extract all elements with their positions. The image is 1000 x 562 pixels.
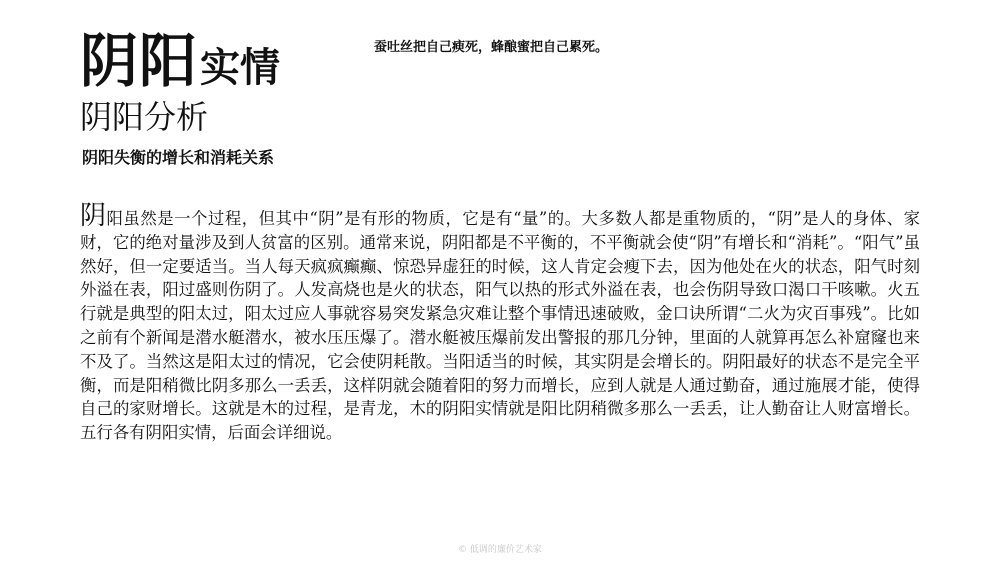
drop-cap: 阴 [80,201,107,231]
page-subtitle: 阴阳分析 [80,98,209,136]
page-title-small: 实情 [200,44,281,91]
body-text: 阳虽然是一个过程，但其中“阴”是有形的物质，它是有“量”的。大多数人都是重物质的，“阴”是人的身体、家财，它的绝对量涉及到人贫富的区别。通常来说，阴阳都是不平衡的，不平衡就会使“阴”有增长和“消耗”。“阳气”虽然好，但一定要适当。当人每天疯疯癫癫、惊恐异虚狂的时候，这人肯定会瘦下去，因为他处在火的状态，阳气时刻外溢在表，阳过盛则伤阴了。人发高烧也是火的状态，阳气以热的形式外溢在表，也会伤阴导致口渴口干咳嗽。火五行就是典型的阳太过，阳太过应人事就容易突发紧急灾难让整个事情迅速破败，金口诀所谓“二火为灾百事残”。比如之前有个新闻是潜水艇潜水，被水压压爆了。潜水艇被压爆前发出警报的那几分钟，里面的人就算再怎么补窟窿也来不及了。当然这是阳太过的情况，它会使阴耗散。当阳适当的时候，其实阴是会增长的。阴阳最好的状态不是完全平衡，而是阳稍微比阴多那么一丢丢，这样阴就会随着阳的努力而增长，应到人就是人通过勤奋，通过施展才能，使得自己的家财增长。这就是木的过程，是青龙，木的阴阳实情就是阳比阴稍微多那么一丢丢，让人勤奋让人财富增长。五行各有阴阳实情，后面会详细说。 [80,209,920,443]
section-tagline: 阴阳失衡的增长和消耗关系 [82,148,275,167]
page-title [80,27,281,95]
header-quote: 蚕吐丝把自己瘐死，蜂酿蜜把自己累死。 [374,40,609,55]
body-paragraph [80,201,920,445]
page-title-large: 阴阳 [80,27,199,95]
watermark: © 低调的廉价艺术家 [458,545,542,555]
